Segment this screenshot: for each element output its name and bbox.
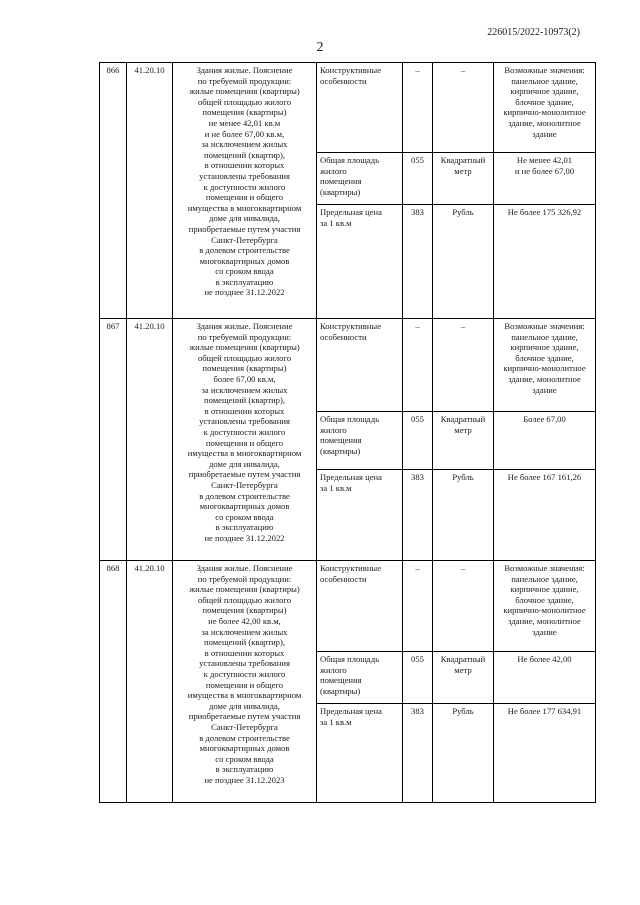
attribute-name: [317, 153, 403, 205]
okpd-code: 41.20.10: [127, 63, 173, 319]
attribute-value: [494, 704, 596, 803]
attribute-value: [494, 63, 596, 153]
attribute-name: [317, 412, 403, 470]
unit-name: Рубль: [433, 704, 494, 803]
table-row: [100, 561, 596, 652]
product-description: [173, 63, 317, 319]
attribute-name: [317, 63, 403, 153]
table-row: [100, 63, 596, 153]
specification-table: [99, 62, 596, 803]
attribute-value: [494, 319, 596, 412]
attribute-value: [494, 652, 596, 704]
attribute-name: [317, 652, 403, 704]
unit-name-text: Квадратный метр: [440, 155, 486, 176]
attribute-name: [317, 319, 403, 412]
attribute-value-text: Не менее 42,01 и не более 67,00: [514, 155, 575, 176]
table-body: [100, 63, 596, 803]
attribute-value-text: Не более 42,00: [517, 654, 572, 664]
attribute-value: [494, 153, 596, 205]
attribute-value-text: Не более 167 161,26: [507, 472, 582, 482]
attribute-value: [494, 205, 596, 319]
attribute-value: [494, 470, 596, 561]
attribute-name-text: Предельная цена за 1 кв.м: [320, 472, 382, 493]
product-description: [173, 319, 317, 561]
okei-code: 383: [403, 470, 433, 561]
unit-name: Рубль: [433, 470, 494, 561]
unit-name: [433, 153, 494, 205]
okei-code: –: [403, 319, 433, 412]
okei-code: –: [403, 63, 433, 153]
attribute-name: [317, 704, 403, 803]
unit-name: [433, 652, 494, 704]
attribute-name-text: Общая площадь жилого помещения (квартиры): [320, 654, 380, 696]
row-number: 867: [100, 319, 127, 561]
unit-name-text: Квадратный метр: [440, 654, 486, 675]
attribute-value: [494, 412, 596, 470]
product-description-text: Здания жилые. Пояснение по требуемой продукции: жилые помещения (квартиры) общей площадью жилого помещения (квартиры) не менее 42,01 кв.м и не более 67,00 кв.м, за исключением жилых помещений (квартир), в отношении которых установлены требования к доступности жилого помещения и общего имущества в многоквартирном доме для инвалида, приобретаемые путем участия Санкт-Петербурга в долевом строительстве многоквартирных домов со сроком ввода в эксплуатацию не позднее 31.12.2022: [187, 65, 302, 298]
document-number: 226015/2022-10973(2): [487, 27, 580, 38]
attribute-name-text: Конструктивные особенности: [320, 65, 382, 86]
okpd-code: 41.20.10: [127, 319, 173, 561]
okei-code: –: [403, 561, 433, 652]
attribute-value-text: Не более 177 634,91: [507, 706, 582, 716]
unit-name: –: [433, 561, 494, 652]
row-number: 866: [100, 63, 127, 319]
okei-code: 383: [403, 704, 433, 803]
okei-code: 055: [403, 153, 433, 205]
unit-name: –: [433, 63, 494, 153]
okei-code: 383: [403, 205, 433, 319]
okei-code: 055: [403, 412, 433, 470]
unit-name-text: Квадратный метр: [440, 414, 486, 435]
attribute-name-text: Предельная цена за 1 кв.м: [320, 207, 382, 228]
attribute-name-text: Общая площадь жилого помещения (квартиры): [320, 155, 380, 197]
table-row: [100, 319, 596, 412]
attribute-name-text: Предельная цена за 1 кв.м: [320, 706, 382, 727]
unit-name: [433, 412, 494, 470]
attribute-name: [317, 470, 403, 561]
attribute-name-text: Общая площадь жилого помещения (квартиры): [320, 414, 380, 456]
attribute-name: [317, 561, 403, 652]
attribute-value-text: Более 67,00: [523, 414, 566, 424]
product-description-text: Здания жилые. Пояснение по требуемой продукции: жилые помещения (квартиры) общей площадью жилого помещения (квартиры) более 67,00 кв.м, за исключением жилых помещений (квартир), в отношении которых установлены требования к доступности жилого помещения и общего имущества в многоквартирном доме для инвалида, приобретаемые путем участия Санкт-Петербурга в долевом строительстве многоквартирных домов со сроком ввода в эксплуатацию не позднее 31.12.2022: [187, 321, 302, 543]
okei-code: 055: [403, 652, 433, 704]
attribute-name: [317, 205, 403, 319]
attribute-value-text: Не более 175 326,92: [507, 207, 582, 217]
product-description: [173, 561, 317, 803]
page-number: 2: [316, 40, 324, 55]
unit-name: Рубль: [433, 205, 494, 319]
attribute-value-text: Возможные значения: панельное здание, кирпичное здание, блочное здание, кирпично-монолитное здание, монолитное здание: [503, 65, 586, 139]
unit-name: –: [433, 319, 494, 412]
attribute-value-text: Возможные значения: панельное здание, кирпичное здание, блочное здание, кирпично-монолитное здание, монолитное здание: [503, 563, 586, 637]
okpd-code: 41.20.10: [127, 561, 173, 803]
attribute-value-text: Возможные значения: панельное здание, кирпичное здание, блочное здание, кирпично-монолитное здание, монолитное здание: [503, 321, 586, 395]
attribute-value: [494, 561, 596, 652]
product-description-text: Здания жилые. Пояснение по требуемой продукции: жилые помещения (квартиры) общей площадью жилого помещения (квартиры) не более 42,00 кв.м, за исключением жилых помещений (квартир), в отношении которых установлены требования к доступности жилого помещения и общего имущества в многоквартирном доме для инвалида, приобретаемые путем участия Санкт-Петербурга в долевом строительстве многоквартирных домов со сроком ввода в эксплуатацию не позднее 31.12.2023: [187, 563, 302, 785]
row-number: 868: [100, 561, 127, 803]
attribute-name-text: Конструктивные особенности: [320, 563, 382, 584]
attribute-name-text: Конструктивные особенности: [320, 321, 382, 342]
